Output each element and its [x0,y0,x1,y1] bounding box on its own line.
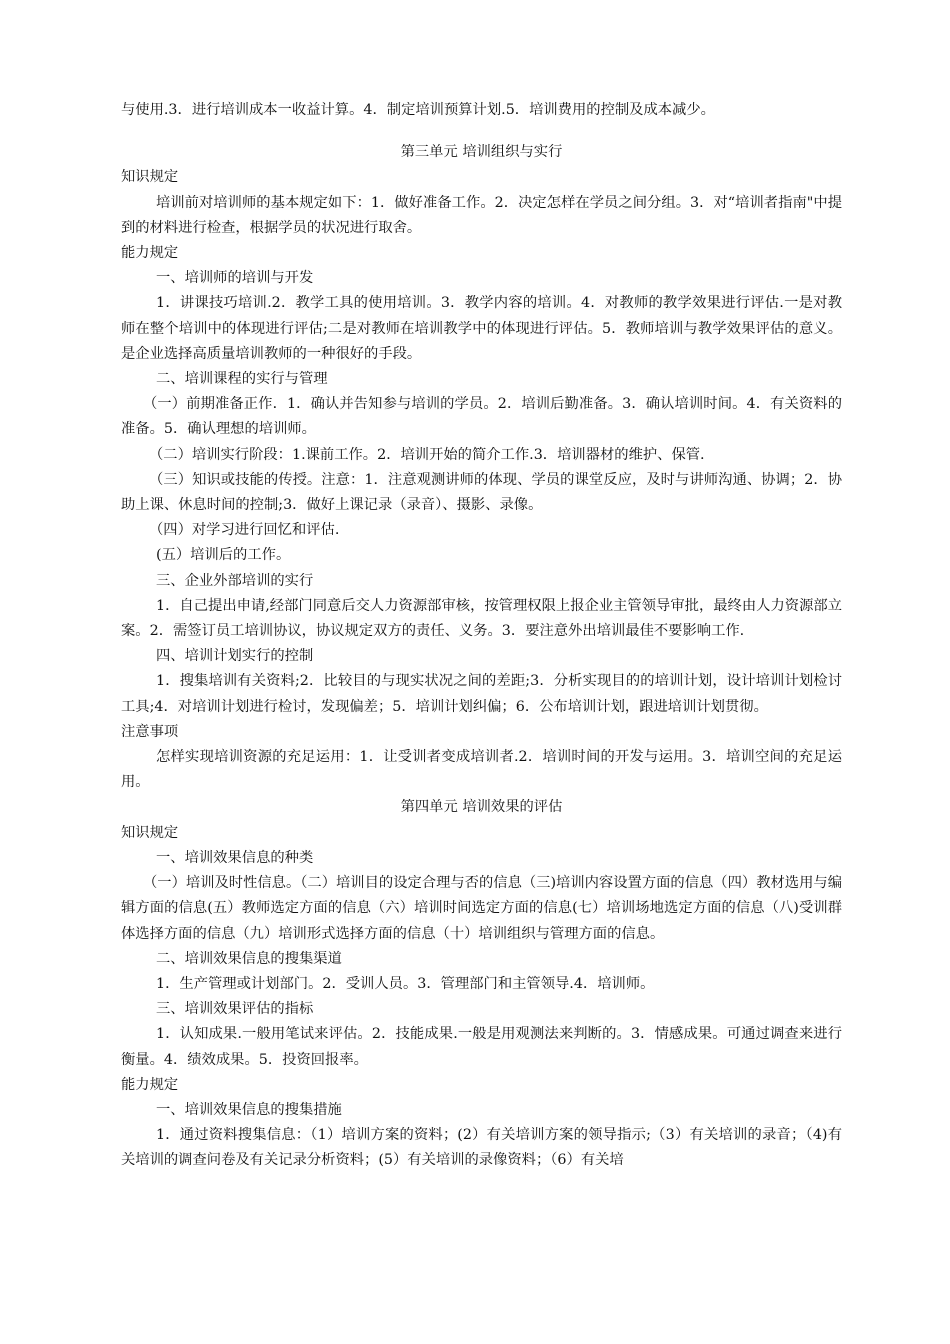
paragraph: 1．自己提出申请,经部门同意后交人力资源部审核，按管理权限上报企业主管领导审批，最终由人力资源部立案。2．需签订员工培训协议，协议规定双方的责任、义务。3．要注意外出培训最佳不要影响工作. [121,597,842,640]
paragraph: （三）知识或技能的传授。注意：1．注意观测讲师的体现、学员的课堂反应，及时与讲师沟通、协调；2．协助上课、休息时间的控制;3．做好上课记录（录音）、摄影、录像。 [121,471,842,514]
paragraph: 1．讲课技巧培训.2．教学工具的使用培训。3．教学内容的培训。4．对教师的教学效果进行评估.一是对教师在整个培训中的体现进行评估;二是对教师在培训教学中的体现进行评估。5．教师培训与教学效果评估的意义。是企业选择高质量培训教师的一种很好的手段。 [121,295,842,362]
section-heading: 第三单元 培训组织与实行 [400,144,563,161]
list-heading: 二、培训课程的实行与管理 [156,371,328,388]
list-heading: 三、企业外部培训的实行 [156,572,314,589]
subheading: 知识规定 [121,824,179,841]
paragraph: 1．认知成果.一般用笔试来评估。2．技能成果.一般是用观测法来判断的。3．情感成果。可通过调查来进行衡量。4．绩效成果。5．投资回报率。 [121,1026,842,1068]
paragraph: 1．生产管理或计划部门。2．受训人员。3．管理部门和主管领导.4．培训师。 [156,975,655,992]
subheading: 能力规定 [121,245,179,262]
paragraph: 与使用.3．进行培训成本一收益计算。4．制定培训预算计划.5．培训费用的控制及成本减少。 [121,102,715,118]
paragraph: (五）培训后的工作。 [156,547,291,564]
list-heading: 二、培训效果信息的搜集渠道 [156,950,342,967]
paragraph: 培训前对培训师的基本规定如下：1．做好准备工作。2．决定怎样在学员之间分组。3．对“培训者指南"中提到的材料进行检查，根据学员的状况进行取舍。 [121,194,842,236]
list-heading: 一、培训效果信息的搜集措施 [156,1101,342,1118]
subheading: 能力规定 [121,1076,179,1093]
paragraph: （二）培训实行阶段：1.课前工作。2．培训开始的简介工作.3．培训器材的维护、保管. [149,446,705,463]
list-heading: 四、培训计划实行的控制 [156,648,314,665]
list-heading: 一、培训效果信息的种类 [156,849,314,866]
section-heading: 第四单元 培训效果的评估 [400,799,563,816]
paragraph: 怎样实现培训资源的充足运用：1．让受训者变成培训者.2．培训时间的开发与运用。3．培训空间的充足运用。 [121,749,842,791]
paragraph: （四）对学习进行回忆和评估. [149,522,340,539]
list-heading: 三、培训效果评估的指标 [156,1001,314,1018]
subheading: 知识规定 [121,169,179,186]
paragraph: （一）培训及时性信息。（二）培训目的设定合理与否的信息（三)培训内容设置方面的信息（四）教材选用与编辑方面的信息(五）教师选定方面的信息（六）培训时间选定方面的信息(七）培训场地选定方面的信息（八)受训群体选择方面的信息（九）培训形式选择方面的信息（十）培训组织与管理方面的信息。 [121,875,842,942]
paragraph: 1．搜集培训有关资料;2．比较目的与现实状况之间的差距;3．分析实现目的的培训计划，设计培训计划检讨工具;4．对培训计划进行检讨，发现偏差；5．培训计划纠偏；6．公布培训计划，跟进培训计划贯彻。 [121,673,842,715]
list-heading: 一、培训师的培训与开发 [156,270,314,287]
subheading: 注意事项 [121,723,179,740]
paragraph: （一）前期准备正作．1．确认并告知参与培训的学员。2．培训后勤准备。3．确认培训时间。4．有关资料的准备。5．确认理想的培训师。 [121,396,842,438]
paragraph: 1．通过资料搜集信息：（1）培训方案的资料；(2）有关培训方案的领导指示;（3）有关培训的录音；（4)有关培训的调查问卷及有关记录分析资料；(5）有关培训的录像资料；（6）有关培 [121,1127,842,1169]
